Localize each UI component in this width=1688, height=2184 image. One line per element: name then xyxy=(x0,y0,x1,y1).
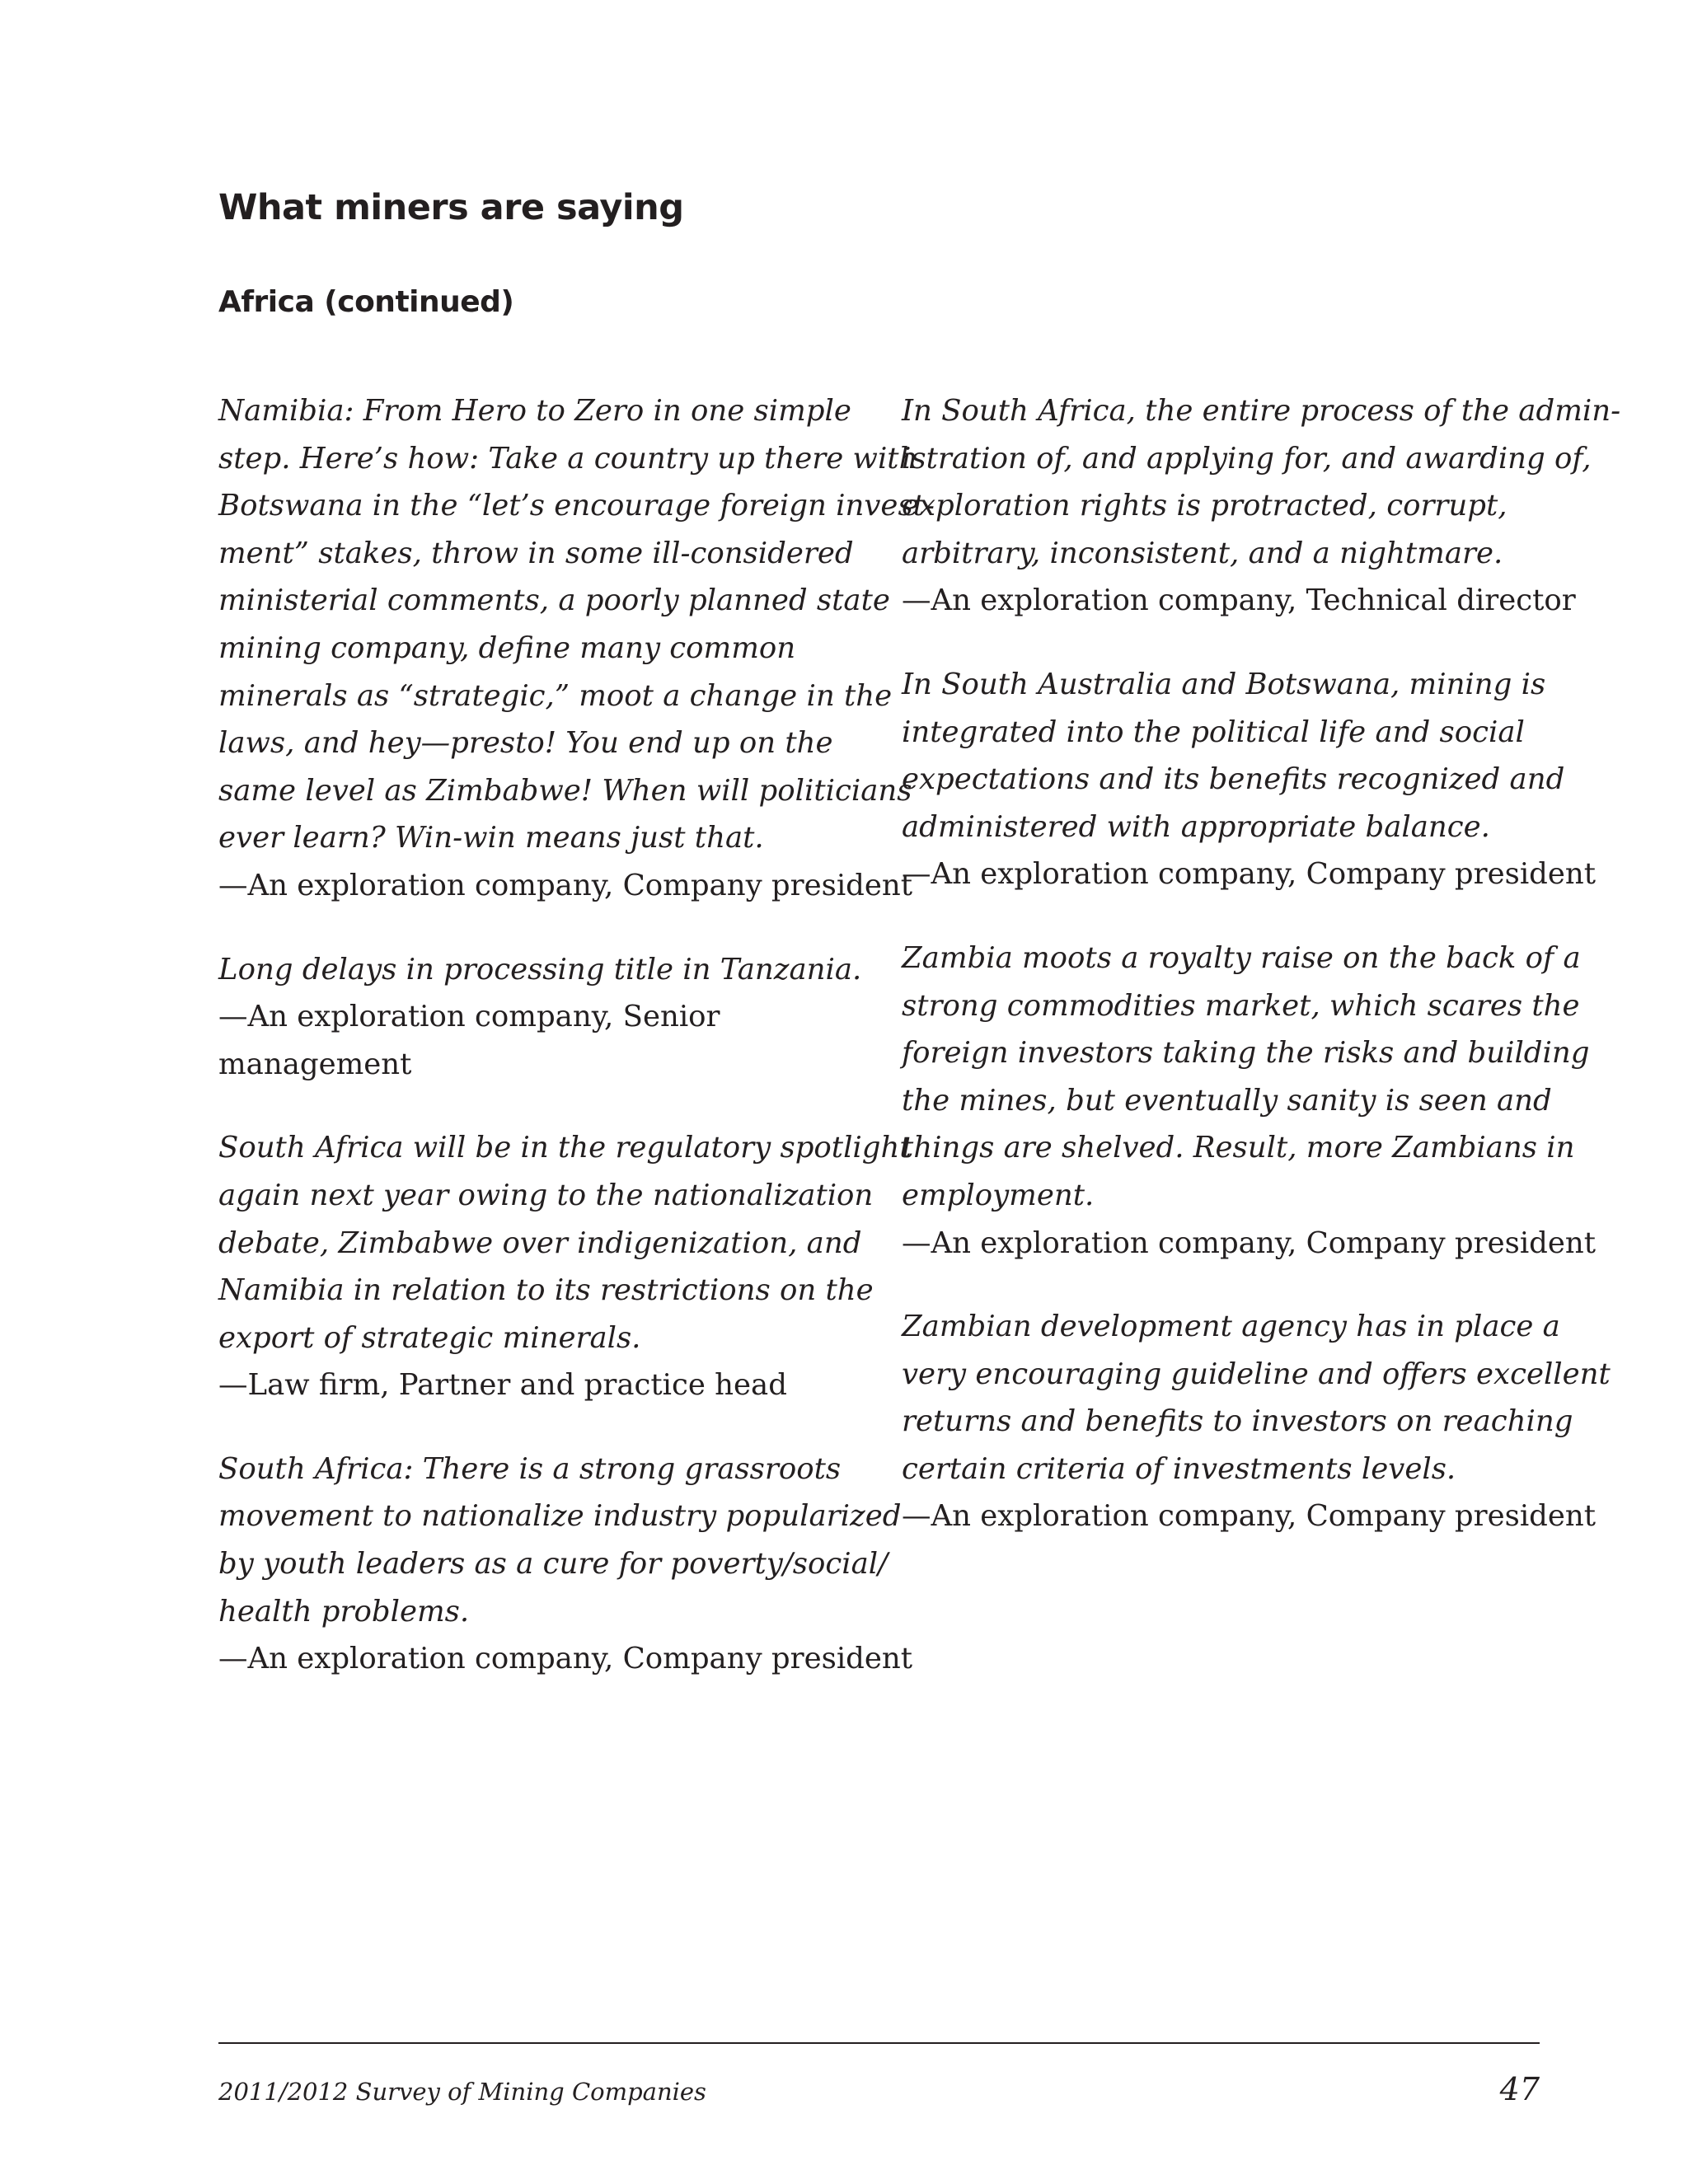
quote-block xyxy=(902,387,1621,625)
quote-text-line: movement to nationalize industry popularized xyxy=(218,1499,902,1534)
quote-text-line: Zambian development agency has in place a xyxy=(902,1310,1560,1344)
quote-text-line: export of strategic minerals. xyxy=(218,1320,641,1355)
attribution-line: —An exploration company, Company president xyxy=(902,1499,1597,1534)
quote-text-line: health problems. xyxy=(218,1594,470,1629)
page-title: What miners are saying xyxy=(218,187,684,228)
quote-text-line: things are shelved. Result, more Zambians in xyxy=(902,1131,1575,1165)
quote-block xyxy=(902,661,1597,898)
quote-block xyxy=(218,946,861,1089)
quote-text-line: employment. xyxy=(902,1178,1095,1212)
quote-text-line: again next year owing to the nationalization xyxy=(218,1178,874,1212)
quote-text-line: arbitrary, inconsistent, and a nightmare. xyxy=(902,536,1503,570)
quote-text-line: South Africa will be in the regulatory spotlight xyxy=(218,1131,912,1165)
footer-divider xyxy=(218,2042,1540,2044)
quote-text-line: by youth leaders as a cure for poverty/social/ xyxy=(218,1547,889,1582)
quote-text-line: South Africa: There is a strong grassroots xyxy=(218,1451,842,1486)
attribution-line: —An exploration company, Company president xyxy=(902,857,1597,892)
quote-block xyxy=(902,935,1597,1267)
quote-text-line: integrated into the political life and social xyxy=(902,715,1525,749)
quote-text-line: expectations and its benefits recognized and xyxy=(902,762,1565,797)
quote-text-line: exploration rights is protracted, corrupt, xyxy=(902,489,1507,523)
attribution-line: —An exploration company, Technical director xyxy=(902,583,1576,618)
quote-text-line: foreign investors taking the risks and building xyxy=(902,1036,1590,1071)
quote-text-line: the mines, but eventually sanity is seen and xyxy=(902,1083,1552,1118)
quote-block xyxy=(218,1446,913,1683)
quote-text-line: returns and benefits to investors on reaching xyxy=(902,1404,1573,1439)
quote-block xyxy=(218,387,935,910)
quote-block xyxy=(218,1124,912,1409)
footer-publication: 2011/2012 Survey of Mining Companies xyxy=(218,2078,706,2106)
quote-text-line: administered with appropriate balance. xyxy=(902,809,1490,844)
quote-text-line: ever learn? Win-win means just that. xyxy=(218,821,764,855)
quote-text-line: mining company, define many common xyxy=(218,630,796,665)
quote-text-line: istration of, and applying for, and awarding of, xyxy=(902,441,1592,476)
quote-text-line: same level as Zimbabwe! When will politicians xyxy=(218,773,912,808)
quote-text-line: step. Here’s how: Take a country up there with xyxy=(218,441,918,476)
quote-text-line: Namibia in relation to its restrictions on the xyxy=(218,1273,874,1308)
right-column xyxy=(902,387,1621,1577)
quote-text-line: certain criteria of investments levels. xyxy=(902,1451,1456,1486)
page-number: 47 xyxy=(1499,2071,1540,2107)
quote-text-line: very encouraging guideline and offers excellent xyxy=(902,1357,1611,1391)
attribution-line: —An exploration company, Company president xyxy=(902,1226,1597,1260)
section-title: Africa (continued) xyxy=(218,285,514,319)
attribution-line: —An exploration company, Company president xyxy=(218,1642,913,1676)
attribution-line: management xyxy=(218,1047,412,1081)
quote-text-line: In South Africa, the entire process of the admin- xyxy=(902,394,1621,428)
attribution-line: —Law firm, Partner and practice head xyxy=(218,1368,787,1403)
quote-text-line: Namibia: From Hero to Zero in one simple xyxy=(218,394,851,428)
quote-text-line: Zambia moots a royalty raise on the back of a xyxy=(902,940,1581,975)
quote-text-line: debate, Zimbabwe over indigenization, and xyxy=(218,1226,862,1260)
left-column xyxy=(218,387,935,1719)
quote-text-line: Botswana in the “let’s encourage foreign invest- xyxy=(218,489,935,523)
quote-text-line: In South Australia and Botswana, mining is xyxy=(902,667,1546,701)
attribution-line: —An exploration company, Senior xyxy=(218,1000,720,1034)
attribution-line: —An exploration company, Company president xyxy=(218,868,913,902)
quote-text-line: strong commodities market, which scares the xyxy=(902,988,1580,1023)
quote-text-line: laws, and hey—presto! You end up on the xyxy=(218,726,833,761)
quote-block xyxy=(902,1303,1611,1540)
quote-text-line: ment” stakes, throw in some ill-considered xyxy=(218,536,854,570)
quote-text-line: ministerial comments, a poorly planned state xyxy=(218,583,890,618)
quote-text-line: Long delays in processing title in Tanzania. xyxy=(218,952,862,987)
quote-text-line: minerals as “strategic,” moot a change in the xyxy=(218,678,893,713)
